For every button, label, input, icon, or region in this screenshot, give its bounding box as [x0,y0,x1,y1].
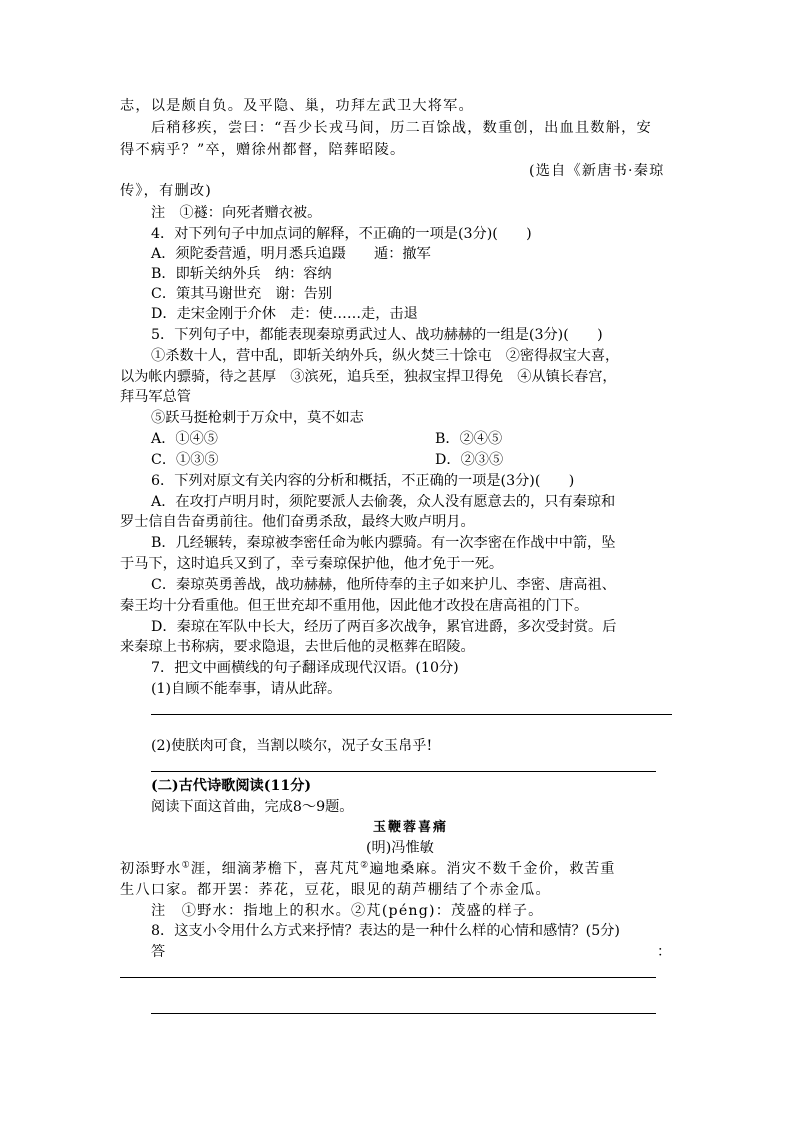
poem-text: 遍地桑麻。消灾不数千金价，救苦重 [369,861,616,877]
poem-line: 生八口家。都开罢：荞花，豆花，眼见的葫芦棚结了个赤金瓜。 [120,882,551,898]
question-stem: 6．下列对原文有关内容的分析和概括，不正确的一项是(3分)( ) [151,473,575,489]
option-c: C．①③⑤ [151,452,219,468]
option-d: D．秦琼在军队中长大，经历了两百多次战争，累官进爵，多次受封赏。后 [151,619,617,635]
option-c: C．策其马谢世充 谢：告别 [151,286,333,302]
passage-line: 得不病乎？”卒，赠徐州都督，陪葬昭陵。 [120,142,406,158]
instruction: 阅读下面这首曲，完成8～9题。 [151,799,354,815]
poem-title: 玉鞭蓉喜痛 [373,820,449,835]
option-b: 于马下，这时追兵又到了，幸亏秦琼保护他，他才免于一死。 [120,556,504,572]
source-citation: 传》，有删改) [120,183,212,199]
sentence-2: (2)使朕肉可食，当割以啖尔，况子女玉帛乎! [151,738,433,754]
option-c: C．秦琼英勇善战，战功赫赫，他所侍奉的主子如来护儿、李密、唐高祖、 [151,577,616,593]
poem-text: 初添野水 [120,861,182,877]
passage-line: 后稍移疾，尝曰：“吾少长戎马间，历二百馀战，数重创，出血且数斛，安 [151,120,652,136]
option-b: B．几经辗转，秦琼被李密任命为帐内骠骑。有一次李密在作战中中箭，坠 [151,535,616,551]
option-a: A．①④⑤ [151,431,218,447]
poem-text: 涯，细滴茅檐下，喜芃芃 [190,861,361,877]
option-c: 秦王均十分看重他。但王世充却不重用他，因此他才改投在唐高祖的门下。 [120,598,589,614]
question-stem: 4．对下列句子中加点词的解释，不正确的一项是(3分)( ) [151,226,532,242]
answer-line[interactable] [120,977,656,978]
question-item: 以为帐内骠骑，待之甚厚 ③滨死，追兵至，独叔宝捍卫得免 ④从镇长春宫， [120,369,617,385]
option-a: A．须陀委营遁，明月悉兵追蹑 遁：撤军 [151,246,431,262]
poem-author: (明)冯惟敏 [366,840,434,856]
footnote: 注 ①野水：指地上的积水。②芃(péng)：茂盛的样子。 [151,903,544,919]
question-item: ⑤跃马挺枪刺于万众中，莫不如志 [151,410,364,426]
option-b: B．②④⑤ [435,431,503,447]
section-heading: (二)古代诗歌阅读(11分) [151,778,312,794]
option-d: D．②③⑤ [435,452,504,468]
source-citation: (选自《新唐书·秦琼 [529,163,665,179]
footnote-marker: ① [181,860,191,871]
option-d: D．走宋金刚于介休 走：使……走，击退 [151,306,418,322]
answer-line[interactable] [151,714,672,715]
question-stem: 8．这支小令用什么方式来抒情？表达的是一种什么样的心情和感情？(5分) [151,923,620,939]
footnote-marker: ② [360,860,370,871]
question-stem: 7．把文中画横线的句子翻译成现代汉语。(10分) [151,660,459,676]
question-stem: 5．下列句子中，都能表现秦琼勇武过人、战功赫赫的一组是(3分)( ) [151,327,603,343]
footnote: 注 ①襚：向死者赠衣被。 [151,205,322,221]
answer-line[interactable] [151,1013,656,1014]
option-a: A．在攻打卢明月时，须陀要派人去偷袭，众人没有愿意去的，只有秦琼和 [151,494,616,510]
answer-line[interactable] [151,771,656,772]
question-item: ①杀数十人，营中乱，即斩关纳外兵，纵火焚三十馀屯 ②密得叔宝大喜， [151,348,620,364]
answer-colon: ： [657,944,672,960]
sentence-1: (1)自顾不能奉事，请从此辞。 [151,681,342,697]
option-a: 罗士信自告奋勇前往。他们奋勇杀敌，最终大败卢明月。 [120,514,475,530]
option-d: 来秦琼上书称病，要求隐退，去世后他的灵柩葬在昭陵。 [120,639,475,655]
question-item: 拜马军总管 [120,389,191,405]
passage-line: 志，以是颇自负。及平隐、巢，功拜左武卫大将军。 [120,98,474,114]
poem-line [120,859,616,879]
option-b: B．即斩关纳外兵 纳：容纳 [151,266,332,282]
answer-label: 答 [151,944,166,960]
